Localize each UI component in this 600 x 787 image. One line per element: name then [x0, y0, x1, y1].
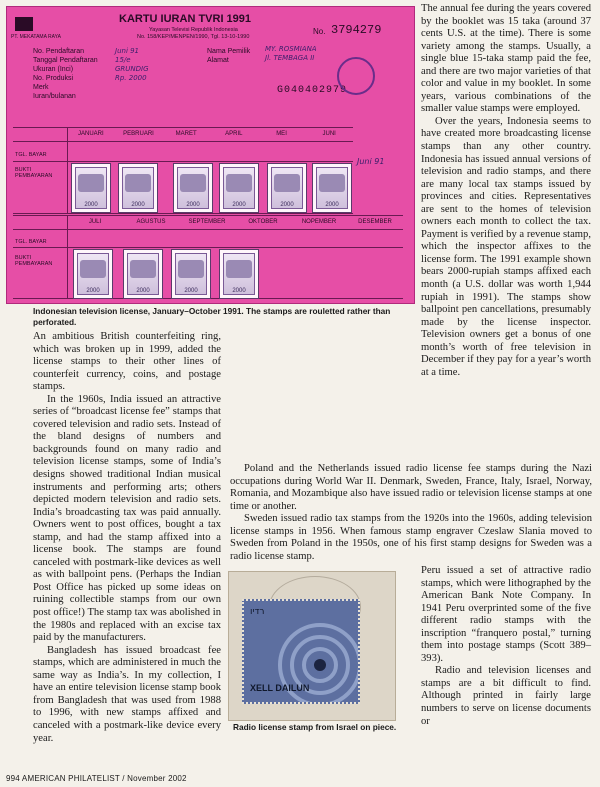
paragraph: An ambitious British counterfeiting ring, which was broken up in 1999, added the license stamps to their other lines of counterfeit currency, coins, and postage stamps. — [33, 331, 221, 393]
payment-grid-top — [13, 127, 353, 213]
tax-stamp-aug: 2000 — [123, 249, 163, 299]
tax-stamp-jun: 2000 — [312, 163, 352, 213]
row-label-tgl: TGL. BAYAR — [15, 152, 47, 158]
paragraph: The annual fee during the years covered by the booklet was 15 taka (around 37 cents U.S. at the time). There is some variety among the stamps. Usually, a single blue 15-taka stamp paid the fee, and there are two major varieties of that color and value in my booklet. In some years, various combinations of the smaller value stamps were employed. — [421, 3, 592, 115]
page-footer: 994 AMERICAN PHILATELIST / November 2002 — [6, 774, 187, 783]
right-column-wide — [230, 463, 592, 563]
card-number: 3794279 — [331, 23, 382, 37]
left-column — [33, 331, 221, 745]
license-card-image — [6, 6, 415, 304]
paragraph: Poland and the Netherlands issued radio license fee stamps during the Nazi occupations during World War II. Denmark, Sweden, France, Italy, Israel, Norway, Romania, and Mozambique also have issued radio or television license stamps at one time or another. — [230, 463, 592, 512]
card-sub1: Yayasan Televisi Republik Indonesia — [149, 27, 238, 33]
paragraph: In the 1960s, India issued an attractive series of “broadcast license fee” stamps that covered television and radio sets. Instead of the bland designs of numbers and backgrounds found on many radio and television license stamps, some of India’s designs showed traditional Indian musical instruments and performing arts; others depicted modern television and radio sets. India’s broadcasting tax was paid annually. Owners went to post offices, bought a tax stamp, and had the stamp affixed into a license book. The stamps are found canceled with postmark-like devices as well as with ballpoint pens. (Perhaps the Indian Post Office has picked up some ideas on ruining collectible stamps from our own post office!) The stamp tax was abolished in the 1980s and replaced with an excise tax paid by the manufacturers. — [33, 393, 221, 644]
tax-stamp-apr: 2000 — [219, 163, 259, 213]
tax-stamp-mar: 2000 — [173, 163, 213, 213]
card-title: KARTU IURAN TVRI 1991 — [119, 13, 252, 25]
payment-grid-bottom — [13, 215, 403, 299]
card-sub2: No. 158/KEP/MENPEN/1990, Tgl. 13-10-1990 — [137, 34, 250, 40]
paragraph: Peru issued a set of attractive radio stamps, which were lithographed by the American Bank Note Company. In 1941 Peru overprinted some of the five different radio stamps with the inscription “franquero postal,” turning them into postage stamps (Scott 389–393). — [421, 565, 591, 664]
card-fields-right: Nama Pemilik Alamat — [207, 48, 251, 64]
tax-stamp-jan: 2000 — [71, 163, 111, 213]
tax-stamp-jul: 2000 — [73, 249, 113, 299]
months-bottom: JULI AGUSTUS SEPTEMBER OKTOBER NOPEMBER DESEMBER — [88, 219, 392, 225]
paragraph: Sweden issued radio tax stamps from the 1920s into the 1960s, adding television license stamps in 1956. When famous stamp engraver Czeslaw Slania moved to Sweden from Poland in the 1950s, one of his first stamp designs for Sweden was a radio license stamp. — [230, 513, 592, 562]
paragraph: Bangladesh has issued broadcast fee stamps, which are administered in much the same way as India’s. In my collection, I have an entire television license stamp book from Bangladesh that was used from 1988 to 1996, with new stamps affixed and canceled with a postmark-like device every year. — [33, 644, 221, 744]
right-column — [421, 3, 591, 379]
row-label-bukti: BUKTI PEMBAYARAN — [15, 167, 53, 179]
margin-note: Juni 91 — [357, 157, 385, 166]
tax-stamp-may: 2000 — [267, 163, 307, 213]
row-label-tgl-2: TGL. BAYAR — [15, 239, 47, 245]
peru-column — [421, 565, 591, 728]
stamp-text-top: רדיו — [250, 607, 265, 617]
stamp-text-bottom: XELL DAILUN — [250, 683, 310, 693]
card-number-label: No. — [313, 27, 326, 36]
card-fields-left: No. Pendaftaran Tanggal Pendaftaran Ukuran (Inci) No. Produksi Merk Iuran/bulanan — [33, 48, 98, 100]
tax-stamp-feb: 2000 — [118, 163, 158, 213]
israel-radio-stamp — [242, 599, 360, 704]
tax-stamp-sep: 2000 — [171, 249, 211, 299]
months-top: JANUARI PEBRUARI MARET APRIL MEI JUNI — [78, 131, 336, 137]
paragraph: Over the years, Indonesia seems to have created more broadcasting license stamps than any other country. Indonesia has issued annual versions of television and radio stamps, and there are many local tax stamps issued by provinces and cities. Representatives are sent to the homes of television owners each month to collect the tax. Payment is verified by a revenue stamp, which the inspector affixes to the license form. The 1991 example shown bears 2000-rupiah stamps affixed each month (a U.S. dollar was worth 1,944 rupiah in 1991). The stamps show ballpoint pen cancellations, presumably made by the license inspector. Television owners get a bonus of one month’s worth of free television in December if they pay for a year’s worth at a time. — [421, 115, 591, 378]
caption-top: Indonesian television license, January–October 1991. The stamps are rouletted rather than perforated. — [33, 306, 391, 327]
mekatama-logo-icon — [15, 17, 33, 31]
tax-stamp-oct: 2000 — [219, 249, 259, 299]
caption-photo: Radio license stamp from Israel on piece. — [233, 722, 397, 732]
postmark-icon — [337, 57, 375, 95]
card-handwritten-right: MY. ROSMIANA Jl. TEMBAGA II — [265, 45, 317, 62]
paragraph: Radio and television licenses and stamps are a bit difficult to find. Although printed in fairly large numbers to serve on license documents or — [421, 665, 591, 727]
card-handwritten-left: Juni 91 15/e GRUNDIG Rp. 2000 — [115, 47, 149, 82]
row-label-bukti-2: BUKTI PEMBAYARAN — [15, 255, 53, 267]
card-org: PT. MEKATAMA RAYA — [11, 34, 61, 40]
card-serial: G040402979 — [277, 85, 348, 96]
